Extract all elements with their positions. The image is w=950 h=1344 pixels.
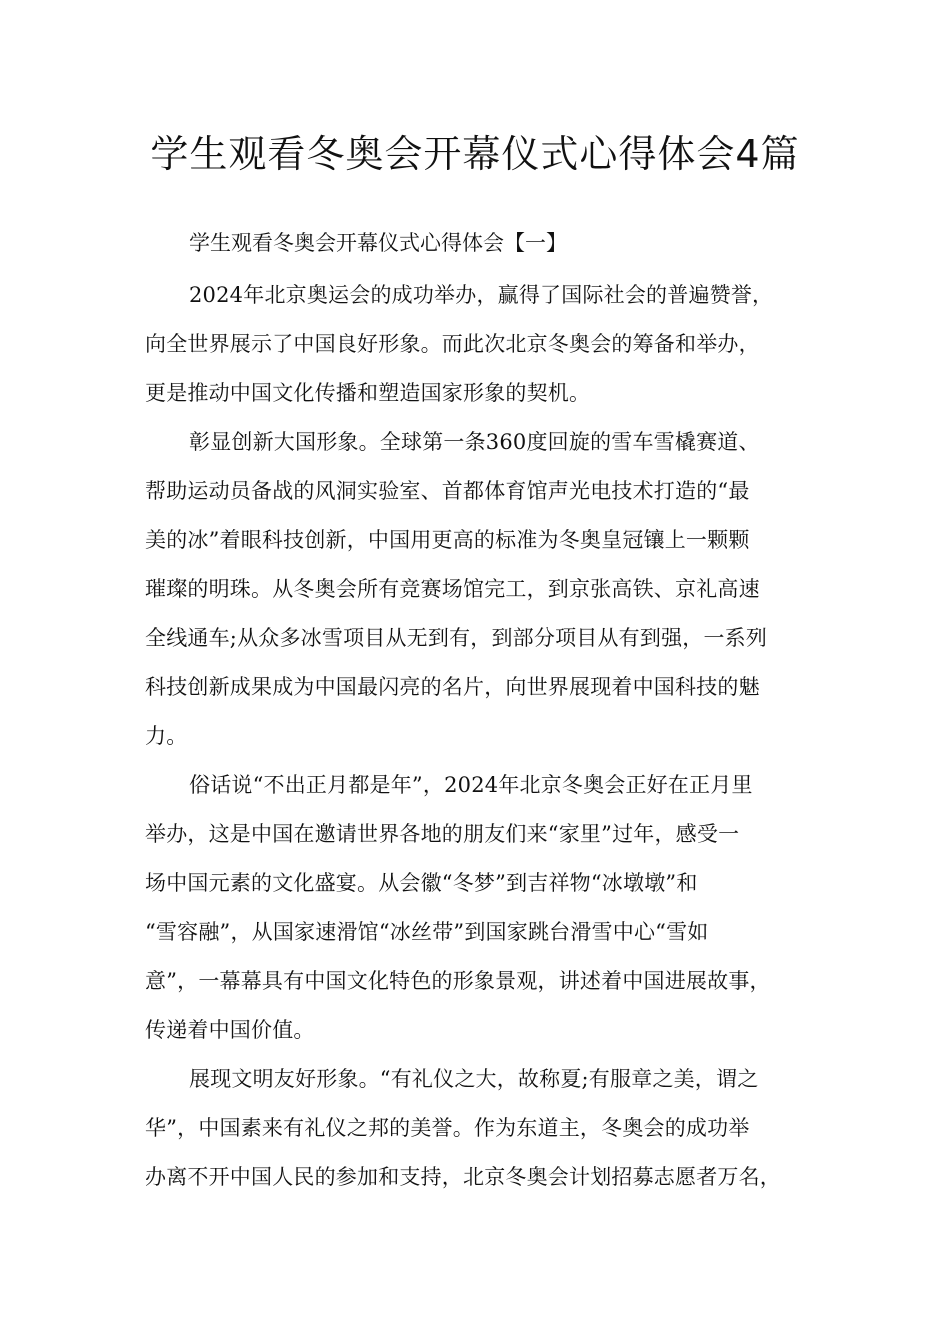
paragraph-line: 帮助运动员备战的风洞实验室、首都体育馆声光电技术打造的“最 (145, 479, 750, 503)
paragraph-line: 更是推动中国文化传播和塑造国家形象的契机。 (145, 381, 591, 405)
paragraph-line: 传递着中国价值。 (145, 1018, 315, 1042)
paragraph-line: 璀璨的明珠。从冬奥会所有竞赛场馆完工，到京张高铁、京礼高速 (145, 577, 760, 601)
document-body (145, 228, 825, 1211)
paragraph-1 (145, 280, 825, 408)
paragraph-line: 展现文明友好形象。“有礼仪之大，故称夏;有服章之美，谓之 (189, 1067, 759, 1091)
paragraph-line: 场中国元素的文化盛宴。从会徽“冬梦”到吉祥物“冰墩墩”和 (145, 871, 698, 895)
paragraph-2 (145, 427, 825, 751)
paragraph-line: 举办，这是中国在邀请世界各地的朋友们来“家里”过年，感受一 (145, 822, 740, 846)
paragraph-line: 科技创新成果成为中国最闪亮的名片，向世界展现着中国科技的魅 (145, 675, 760, 699)
paragraph-line: 2024年北京奥运会的成功举办，赢得了国际社会的普遍赞誉， (189, 283, 774, 307)
paragraph-line: “雪容融”，从国家速滑馆“冰丝带”到国家跳台滑雪中心“雪如 (145, 920, 709, 944)
paragraph-line: 力。 (145, 724, 188, 748)
paragraph-line: 意”，一幕幕具有中国文化特色的形象景观，讲述着中国进展故事， (145, 969, 771, 993)
paragraph-line: 全线通车;从众多冰雪项目从无到有，到部分项目从有到强，一系列 (145, 626, 768, 650)
paragraph-line: 办离不开中国人民的参加和支持，北京冬奥会计划招募志愿者万名， (145, 1165, 781, 1189)
paragraph-4 (145, 1064, 825, 1192)
document-title: 学生观看冬奥会开幕仪式心得体会4篇 (150, 132, 800, 176)
paragraph-line: 向全世界展示了中国良好形象。而此次北京冬奥会的筹备和举办， (145, 332, 760, 356)
paragraph-line: 美的冰”着眼科技创新，中国用更高的标准为冬奥皇冠镶上一颗颗 (145, 528, 750, 552)
paragraph-3 (145, 770, 825, 1045)
paragraph-line: 俗话说“不出正月都是年”，2024年北京冬奥会正好在正月里 (189, 773, 753, 797)
paragraph-line: 彰显创新大国形象。全球第一条360度回旋的雪车雪橇赛道、 (189, 430, 760, 454)
section-heading: 学生观看冬奥会开幕仪式心得体会【一】 (189, 231, 567, 255)
paragraph-line: 华”，中国素来有礼仪之邦的美誉。作为东道主，冬奥会的成功举 (145, 1116, 750, 1140)
